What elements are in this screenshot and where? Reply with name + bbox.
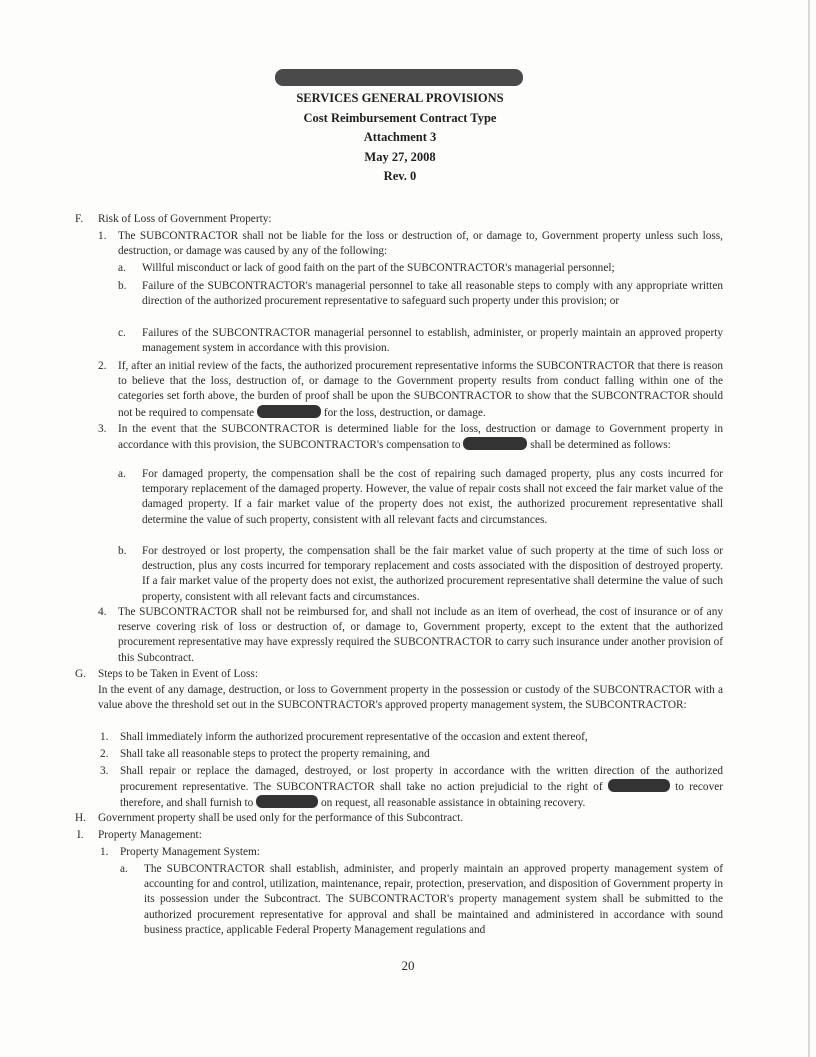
- f3a-text: For damaged property, the compensation shall be the cost of repairing such damaged property, plus any costs incurred for temporary replacement of the damaged property. However, the value of repair costs shall not exceed the fair market value of the damaged property. If a fair market value of the property does not exist, the authorized procurement representative shall determine the value of such property, consistent with all relevant facts and circumstances.: [142, 468, 723, 526]
- scan-edge: [808, 0, 810, 1057]
- doc-attachment: Attachment 3: [363, 130, 437, 144]
- doc-title: SERVICES GENERAL PROVISIONS: [296, 91, 504, 105]
- section-i-heading: Property Management:: [98, 829, 202, 841]
- g2-text: Shall take all reasonable steps to protect the property remaining, and: [120, 748, 430, 760]
- doc-subtitle: Cost Reimbursement Contract Type: [303, 110, 497, 125]
- section-g-label: G.: [75, 668, 86, 680]
- f2-number: 2.: [98, 360, 107, 372]
- doc-date: May 27, 2008: [364, 149, 436, 164]
- f1a-label: a.: [118, 262, 126, 274]
- section-g-heading: Steps to be Taken in Event of Loss:: [98, 668, 258, 680]
- section-h-label: H.: [75, 812, 86, 824]
- f3-number: 3.: [98, 423, 107, 435]
- f4-number: 4.: [98, 606, 107, 618]
- f1-text: The SUBCONTRACTOR shall not be liable for the loss or destruction of, or damage to, Government property unless such loss, destruction, or damage was caused by any of the following:: [118, 230, 723, 258]
- f1-number: 1.: [98, 230, 107, 242]
- redaction: [608, 779, 670, 792]
- i1a-label: a.: [120, 863, 128, 875]
- section-h-text: Government property shall be used only for the performance of this Subcontract.: [98, 812, 464, 824]
- redaction-header: [275, 69, 523, 86]
- i1a-text: The SUBCONTRACTOR shall establish, administer, and properly maintain an approved property management system of accounting for and control, utilization, maintenance, repair, protection, preservation, and disposition of Government property in its possession under the Subcontract. The SUBCONTRACTOR's property management system shall be submitted to the authorized procurement representative for approval and shall be maintained and administered in accordance with sound business practice, applicable Federal Property Management regulations and: [144, 863, 723, 936]
- redaction: [257, 405, 321, 418]
- document-header: [250, 89, 550, 187]
- f3b-label: b.: [118, 545, 127, 557]
- f1b-text: Failure of the SUBCONTRACTOR's managerial personnel to take all reasonable steps to comply with any appropriate written direction of the authorized procurement representative to safeguard such property under this provision; or: [142, 280, 723, 308]
- section-f-heading: Risk of Loss of Government Property:: [98, 213, 272, 225]
- f4-text: The SUBCONTRACTOR shall not be reimbursed for, and shall not include as an item of overhead, the cost of insurance or of any reserve covering risk of loss or destruction of, or damage to, Government property, except to the extent that the authorized procurement representative may have expressly required the SUBCONTRACTOR to carry such insurance under another provision of this Subcontract.: [118, 606, 723, 664]
- g1-text: Shall immediately inform the authorized procurement representative of the occasion and extent thereof,: [120, 731, 588, 743]
- i1-heading: Property Management System:: [120, 846, 260, 858]
- g3-text: Shall repair or replace the damaged, destroyed, or lost property in accordance with the written direction of the authorized procurement representative. The SUBCONTRACTOR shall take no action prejudicial to the right of to recover therefore, and shall furnish to on request, all reasonable assistance in obtaining recovery.: [120, 765, 724, 810]
- page-number: 20: [401, 958, 415, 973]
- f3b-text: For destroyed or lost property, the compensation shall be the fair market value of such property at the time of such loss or destruction, plus any costs incurred for temporary replacement and costs associated with the disposition of destroyed property. If a fair market value of the property does not exist, the authorized procurement representative shall determine the value of such property, consistent with all relevant facts and circumstances.: [142, 545, 723, 603]
- doc-revision: Rev. 0: [383, 169, 417, 183]
- f1b-label: b.: [118, 280, 127, 292]
- f1c-label: c.: [118, 327, 126, 339]
- section-g-intro: In the event of any damage, destruction, or loss to Government property in the possession or custody of the SUBCONTRACTOR with a value above the threshold set out in the SUBCONTRACTOR's approved property management system, the SUBCONTRACTOR:: [98, 684, 723, 712]
- redaction: [463, 437, 527, 450]
- f1a-text: Willful misconduct or lack of good faith on the part of the SUBCONTRACTOR's managerial personnel;: [142, 262, 615, 274]
- f2-text: If, after an initial review of the facts, the authorized procurement representative informs the SUBCONTRACTOR that there is reason to believe that the loss, destruction of, or damage to the Government property results from conduct falling within one of the categories set forth above, the burden of proof shall be upon the SUBCONTRACTOR to show that the SUBCONTRACTOR should not be required to compensate for the loss, destruction, or damage.: [118, 360, 723, 419]
- f1c-text: Failures of the SUBCONTRACTOR managerial personnel to establish, administer, or properly maintain an approved property management system in accordance with this provision.: [142, 327, 723, 355]
- redaction: [256, 795, 318, 808]
- section-f-label: F.: [75, 213, 84, 225]
- g3-number: 3.: [100, 765, 109, 777]
- g2-number: 2.: [100, 748, 109, 760]
- section-i-label: I.: [77, 829, 84, 841]
- f3-text: In the event that the SUBCONTRACTOR is determined liable for the loss, destruction or damage to Government property in accordance with this provision, the SUBCONTRACTOR's compensation to shall be determined as follows:: [118, 423, 723, 452]
- g1-number: 1.: [100, 731, 109, 743]
- f3a-label: a.: [118, 468, 126, 480]
- i1-number: 1.: [100, 846, 109, 858]
